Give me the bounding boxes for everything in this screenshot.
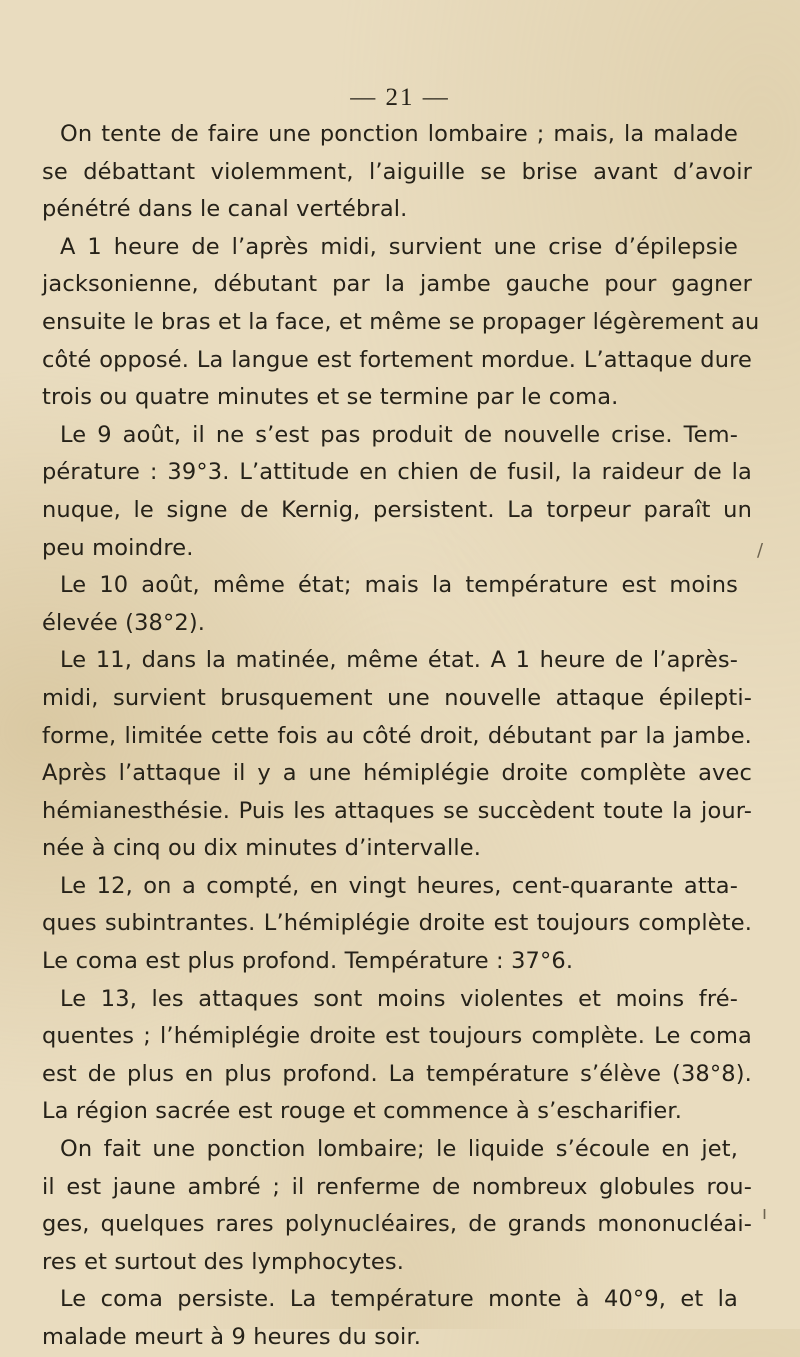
- paragraph-first-line: Le coma persiste. La température monte à 40°9, et la: [60, 1286, 738, 1313]
- text-line: malade meurt à 9 heures du soir.: [42, 1324, 422, 1350]
- text-line: res et surtout des lymphocytes.: [42, 1248, 405, 1275]
- text-line: quentes ; l’hémiplégie droite est toujours complète. Le coma: [42, 1023, 752, 1050]
- text-line: ensuite le bras et la face, et même se propager légèrement au: [42, 308, 760, 335]
- text-line: est de plus en plus profond. La température s’élève (38°8).: [42, 1060, 752, 1087]
- paragraph-first-line: On fait une ponction lombaire; le liquide s’écoule en jet,: [60, 1136, 738, 1163]
- text-line: côté opposé. La langue est fortement mordue. L’attaque dure: [42, 346, 752, 373]
- text-line: il est jaune ambré ; il renferme de nombreux globules rou-: [42, 1173, 752, 1200]
- text-line: trois ou quatre minutes et se termine par le coma.: [42, 384, 619, 411]
- text-line: Après l’attaque il y a une hémiplégie droite complète avec: [42, 760, 752, 787]
- text-line: Le coma est plus profond. Température : 37°6.: [42, 948, 574, 975]
- paragraph-first-line: Le 13, les attaques sont moins violentes et moins fré-: [60, 985, 738, 1012]
- paragraph-first-line: Le 10 août, même état; mais la température est moins: [60, 572, 738, 599]
- paragraph-first-line: On tente de faire une ponction lombaire ; mais, la malade: [60, 121, 738, 147]
- body-text: [42, 116, 760, 1357]
- paragraph-first-line: Le 9 août, il ne s’est pas produit de nouvelle crise. Tem-: [60, 421, 738, 448]
- text-line: pénétré dans le canal vertébral.: [42, 196, 408, 223]
- text-line: peu moindre.: [42, 534, 194, 561]
- paragraph-first-line: Le 11, dans la matinée, même état. A 1 heure de l’après-: [60, 647, 738, 674]
- margin-mark: /: [757, 540, 764, 561]
- paragraph-first-line: A 1 heure de l’après midi, survient une crise d’épilepsie: [60, 233, 738, 260]
- page-number: — 21 —: [350, 84, 450, 111]
- margin-mark: ı: [762, 1203, 768, 1224]
- text-line: nuque, le signe de Kernig, persistent. La torpeur paraît un: [42, 496, 752, 523]
- paragraph-first-line: Le 12, on a compté, en vingt heures, cent-quarante atta-: [60, 872, 738, 899]
- text-line: ques subintrantes. L’hémiplégie droite est toujours complète.: [42, 910, 752, 937]
- text-line: jacksonienne, débutant par la jambe gauche pour gagner: [42, 271, 752, 298]
- text-line: née à cinq ou dix minutes d’intervalle.: [42, 835, 482, 862]
- text-line: midi, survient brusquement une nouvelle attaque épilepti-: [42, 684, 752, 711]
- text-line: élevée (38°2).: [42, 609, 206, 636]
- text-line: La région sacrée est rouge et commence à s’escharifier.: [42, 1098, 683, 1125]
- text-line: pérature : 39°3. L’attitude en chien de fusil, la raideur de la: [42, 459, 752, 486]
- text-line: hémianesthésie. Puis les attaques se succèdent toute la jour-: [42, 797, 752, 824]
- text-line: forme, limitée cette fois au côté droit, débutant par la jambe.: [42, 722, 752, 749]
- text-line: se débattant violemment, l’aiguille se brise avant d’avoir: [42, 158, 752, 185]
- text-line: ges, quelques rares polynucléaires, de grands mononucléai-: [42, 1211, 752, 1238]
